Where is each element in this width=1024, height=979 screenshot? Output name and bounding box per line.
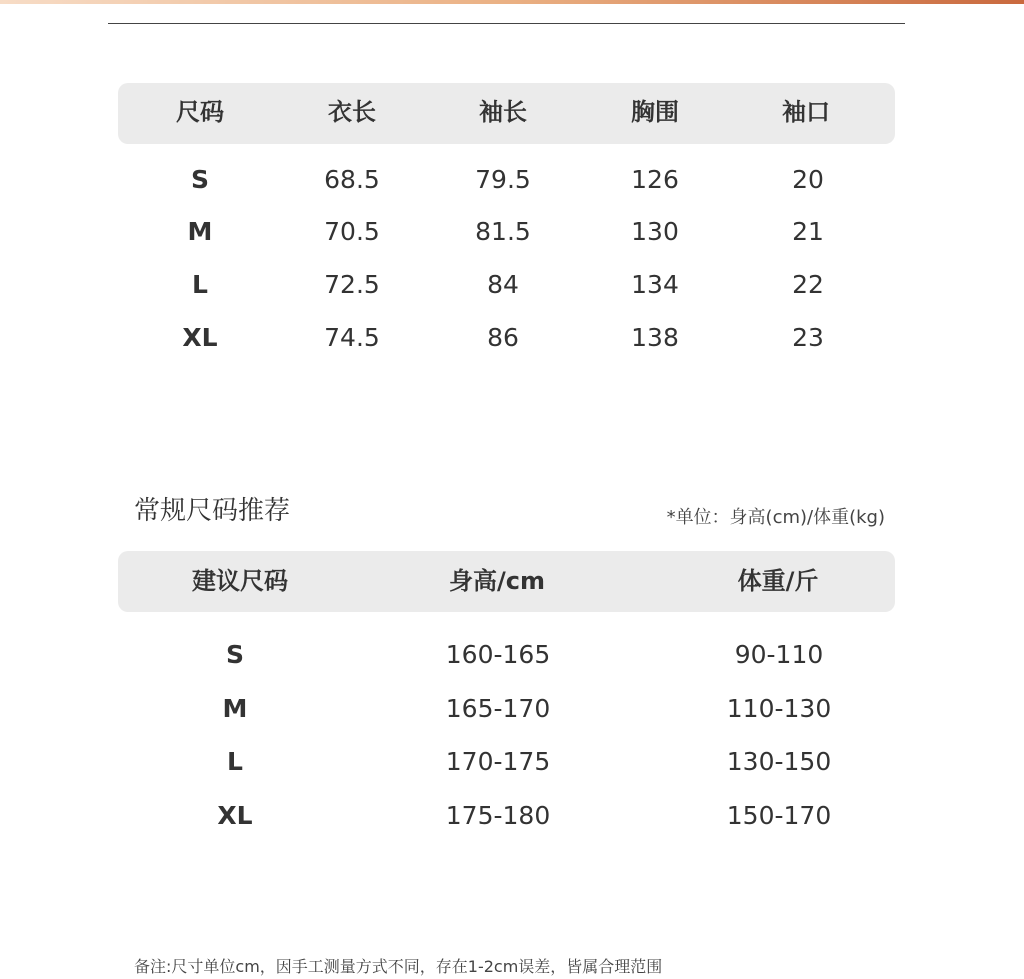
size-chart-cell: 86 (487, 323, 519, 352)
recommend-cell: S (225, 640, 244, 669)
recommend-header-height: 身高/cm (449, 567, 545, 595)
recommend-cell: 170-175 (445, 747, 551, 776)
top-divider (108, 23, 905, 24)
recommend-cell: L (227, 747, 243, 776)
size-chart-header-sleeve: 袖长 (479, 98, 527, 126)
recommend-cell: 110-130 (726, 694, 832, 723)
size-chart-cell: 79.5 (475, 165, 531, 194)
size-chart-header-cuff: 袖口 (782, 98, 830, 126)
size-chart-cell: 74.5 (324, 323, 380, 352)
recommend-cell: 165-170 (445, 694, 551, 723)
recommend-cell: 175-180 (445, 801, 551, 830)
recommend-cell: 90-110 (734, 640, 824, 669)
size-chart-cell: L (192, 270, 208, 299)
size-chart-cell: M (187, 217, 213, 246)
size-chart-cell: S (190, 165, 209, 194)
size-chart-cell: 126 (631, 165, 679, 194)
size-chart-header-chest: 胸围 (631, 98, 679, 126)
size-chart-cell: 81.5 (475, 217, 531, 246)
size-chart-cell: 70.5 (324, 217, 380, 246)
recommend-cell: XL (217, 801, 253, 830)
size-chart-cell: 138 (631, 323, 679, 352)
size-chart-cell: 23 (792, 323, 824, 352)
section-title: 常规尺码推荐 (134, 496, 291, 526)
top-accent-bar (0, 0, 1024, 4)
recommend-header-weight: 体重/斤 (737, 567, 819, 595)
size-chart-cell: 20 (792, 165, 824, 194)
unit-note: *单位：身高(cm)/体重(kg) (666, 507, 885, 528)
size-chart-cell: 22 (792, 270, 824, 299)
size-chart-header-size: 尺码 (176, 98, 224, 126)
recommend-cell: M (222, 694, 248, 723)
size-chart-cell: XL (182, 323, 218, 352)
size-chart-cell: 134 (631, 270, 679, 299)
recommend-cell: 130-150 (726, 747, 832, 776)
size-chart-cell: 72.5 (324, 270, 380, 299)
recommend-cell: 150-170 (726, 801, 832, 830)
size-chart-cell: 21 (792, 217, 824, 246)
size-chart-header-length: 衣长 (328, 98, 376, 126)
footnote: 备注:尺寸单位cm，因手工测量方式不同，存在1-2cm误差，皆属合理范围 (134, 957, 663, 976)
size-chart-cell: 130 (631, 217, 679, 246)
recommend-header-size: 建议尺码 (192, 567, 288, 595)
size-chart-cell: 68.5 (324, 165, 380, 194)
size-chart-cell: 84 (487, 270, 519, 299)
recommend-cell: 160-165 (445, 640, 551, 669)
